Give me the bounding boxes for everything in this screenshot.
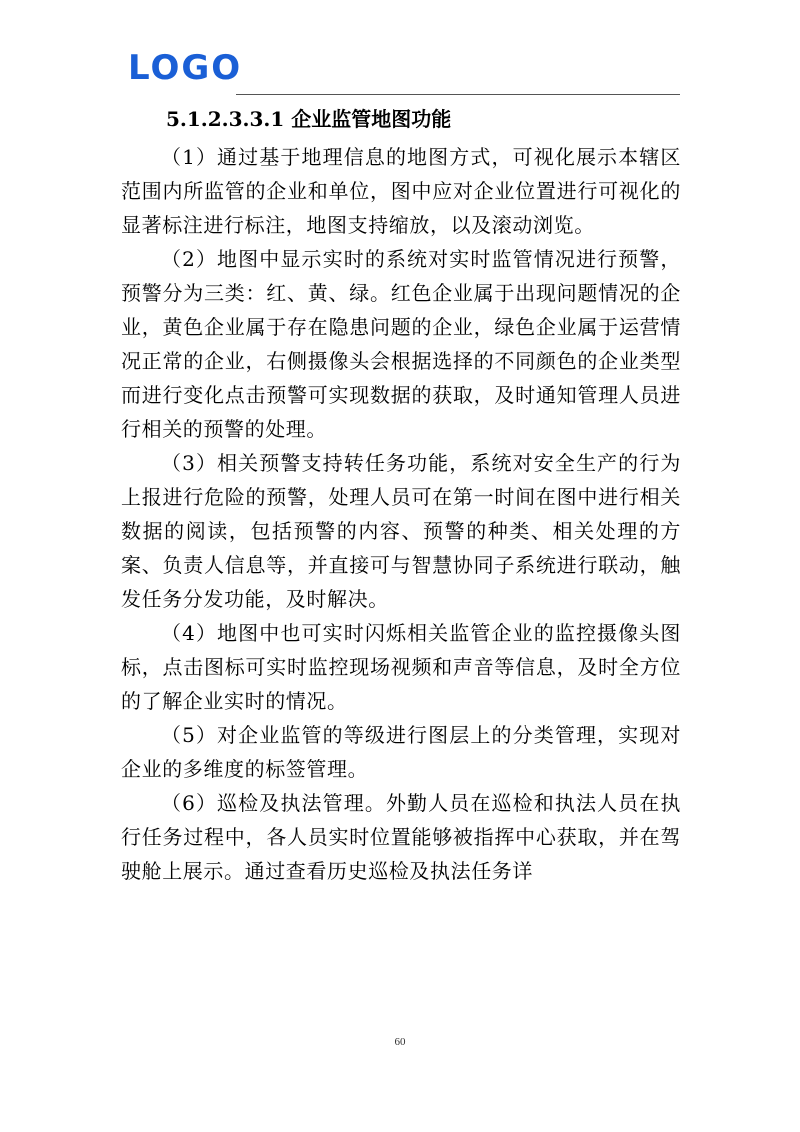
page-number: 60 bbox=[394, 1036, 406, 1048]
paragraph-4: （4）地图中也可实时闪烁相关监管企业的监控摄像头图标，点击图标可实时监控现场视频和声音等信息，及时全方位的了解企业实时的情况。 bbox=[121, 621, 681, 713]
paragraph-5: （5）对企业监管的等级进行图层上的分类管理，实现对企业的多维度的标签管理。 bbox=[121, 723, 681, 781]
section-heading: 5.1.2.3.3.1 企业监管地图功能 bbox=[166, 107, 452, 131]
paragraph-3: （3）相关预警支持转任务功能，系统对安全生产的行为上报进行危险的预警，处理人员可在第一时间在图中进行相关数据的阅读，包括预警的内容、预警的种类、相关处理的方案、负责人信息等，并直接可与智慧协同子系统进行联动，触发任务分发功能，及时解决。 bbox=[121, 451, 681, 611]
paragraph-6: （6）巡检及执法管理。外勤人员在巡检和执法人员在执行任务过程中，各人员实时位置能够被指挥中心获取，并在驾驶舱上展示。通过查看历史巡检及执法任务详 bbox=[121, 791, 681, 883]
paragraph-1: （1）通过基于地理信息的地图方式，可视化展示本辖区范围内所监管的企业和单位，图中应对企业位置进行可视化的显著标注进行标注，地图支持缩放，以及滚动浏览。 bbox=[121, 145, 681, 237]
header-divider bbox=[236, 94, 680, 95]
paragraph-2: （2）地图中显示实时的系统对实时监管情况进行预警，预警分为三类：红、黄、绿。红色企业属于出现问题情况的企业，黄色企业属于存在隐患问题的企业，绿色企业属于运营情况正常的企业，右侧摄像头会根据选择的不同颜色的企业类型而进行变化点击预警可实现数据的获取，及时通知管理人员进行相关的预警的处理。 bbox=[121, 247, 681, 441]
logo: LOGO bbox=[128, 48, 243, 88]
body-text bbox=[121, 140, 681, 888]
